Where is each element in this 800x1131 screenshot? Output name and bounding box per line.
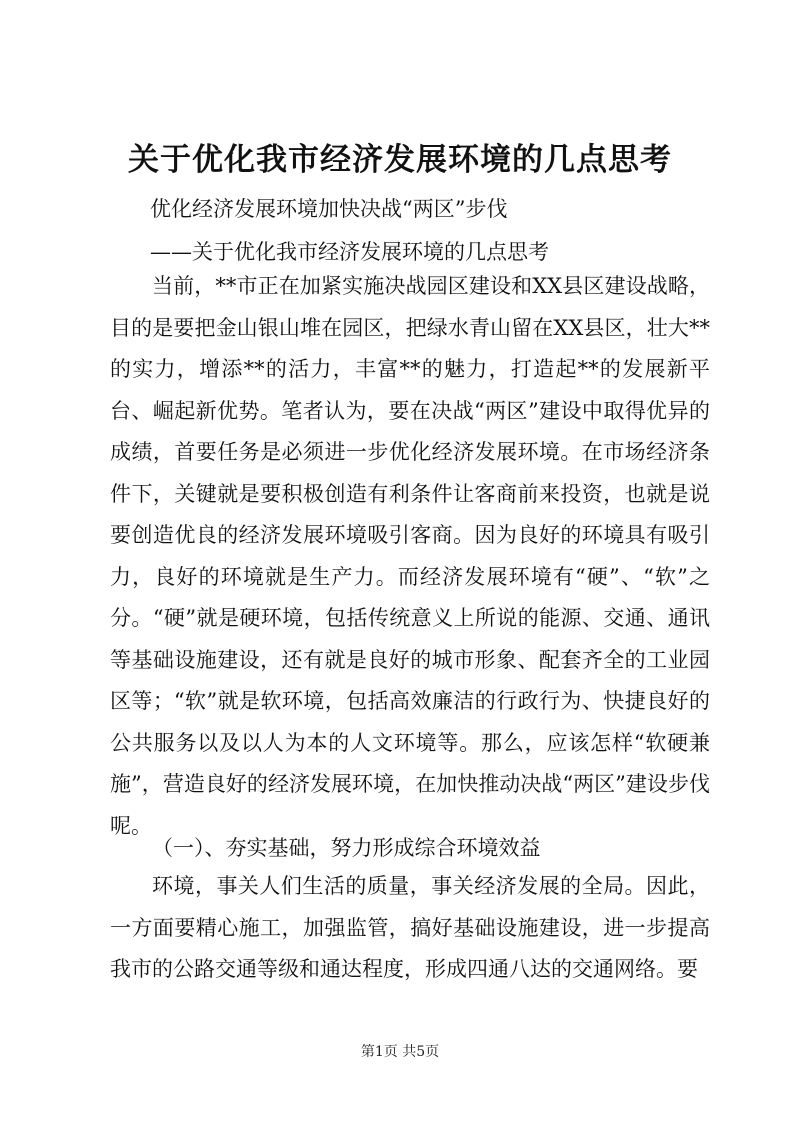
document-subtitle-secondary: ——关于优化我市经济发展环境的几点思考 <box>150 240 549 264</box>
body-paragraph: 当前，**市正在加紧实施决战园区建设和XX县区建设战略，目的是要把金山银山堆在园区，把绿水青山留在XX县区，壮大**的实力，增添**的活力，丰富**的魅力，打造起**的发展新平台、崛起新优势。笔者认为，要在决战“两区”建设中取得优异的成绩，首要任务是必须进一步优化经济发展环境。在市场经济条件下，关键就是要积极创造有利条件让客商前来投资，也就是说要创造优良的经济发展环境吸引客商。因为良好的环境具有吸引力，良好的环境就是生产力。而经济发展环境有“硬”、“软”之分。“硬”就是硬环境，包括传统意义上所说的能源、交通、通讯等基础设施建设，还有就是良好的城市形象、配套齐全的工业园区等；“软”就是软环境，包括高效廉洁的行政行为、快捷良好的公共服务以及以人为本的人文环境等。那么，应该怎样“软硬兼施”，营造良好的经济发展环境，在加快推动决战“两区”建设步伐呢。 <box>110 274 710 838</box>
document-subtitle: 优化经济发展环境加快决战“两区”步伐 <box>150 197 508 221</box>
section-heading: （一）、夯实基础，努力形成综合环境效益 <box>152 836 541 860</box>
body-paragraph: 环境，事关人们生活的质量，事关经济发展的全局。因此，一方面要精心施工，加强监管，搞好基础设施建设，进一步提高我市的公路交通等级和通达程度，形成四通八达的交通网络。要 <box>110 874 710 981</box>
page-footer: 第1页 共5页 <box>360 1044 440 1060</box>
document-title: 关于优化我市经济发展环境的几点思考 <box>128 142 672 178</box>
